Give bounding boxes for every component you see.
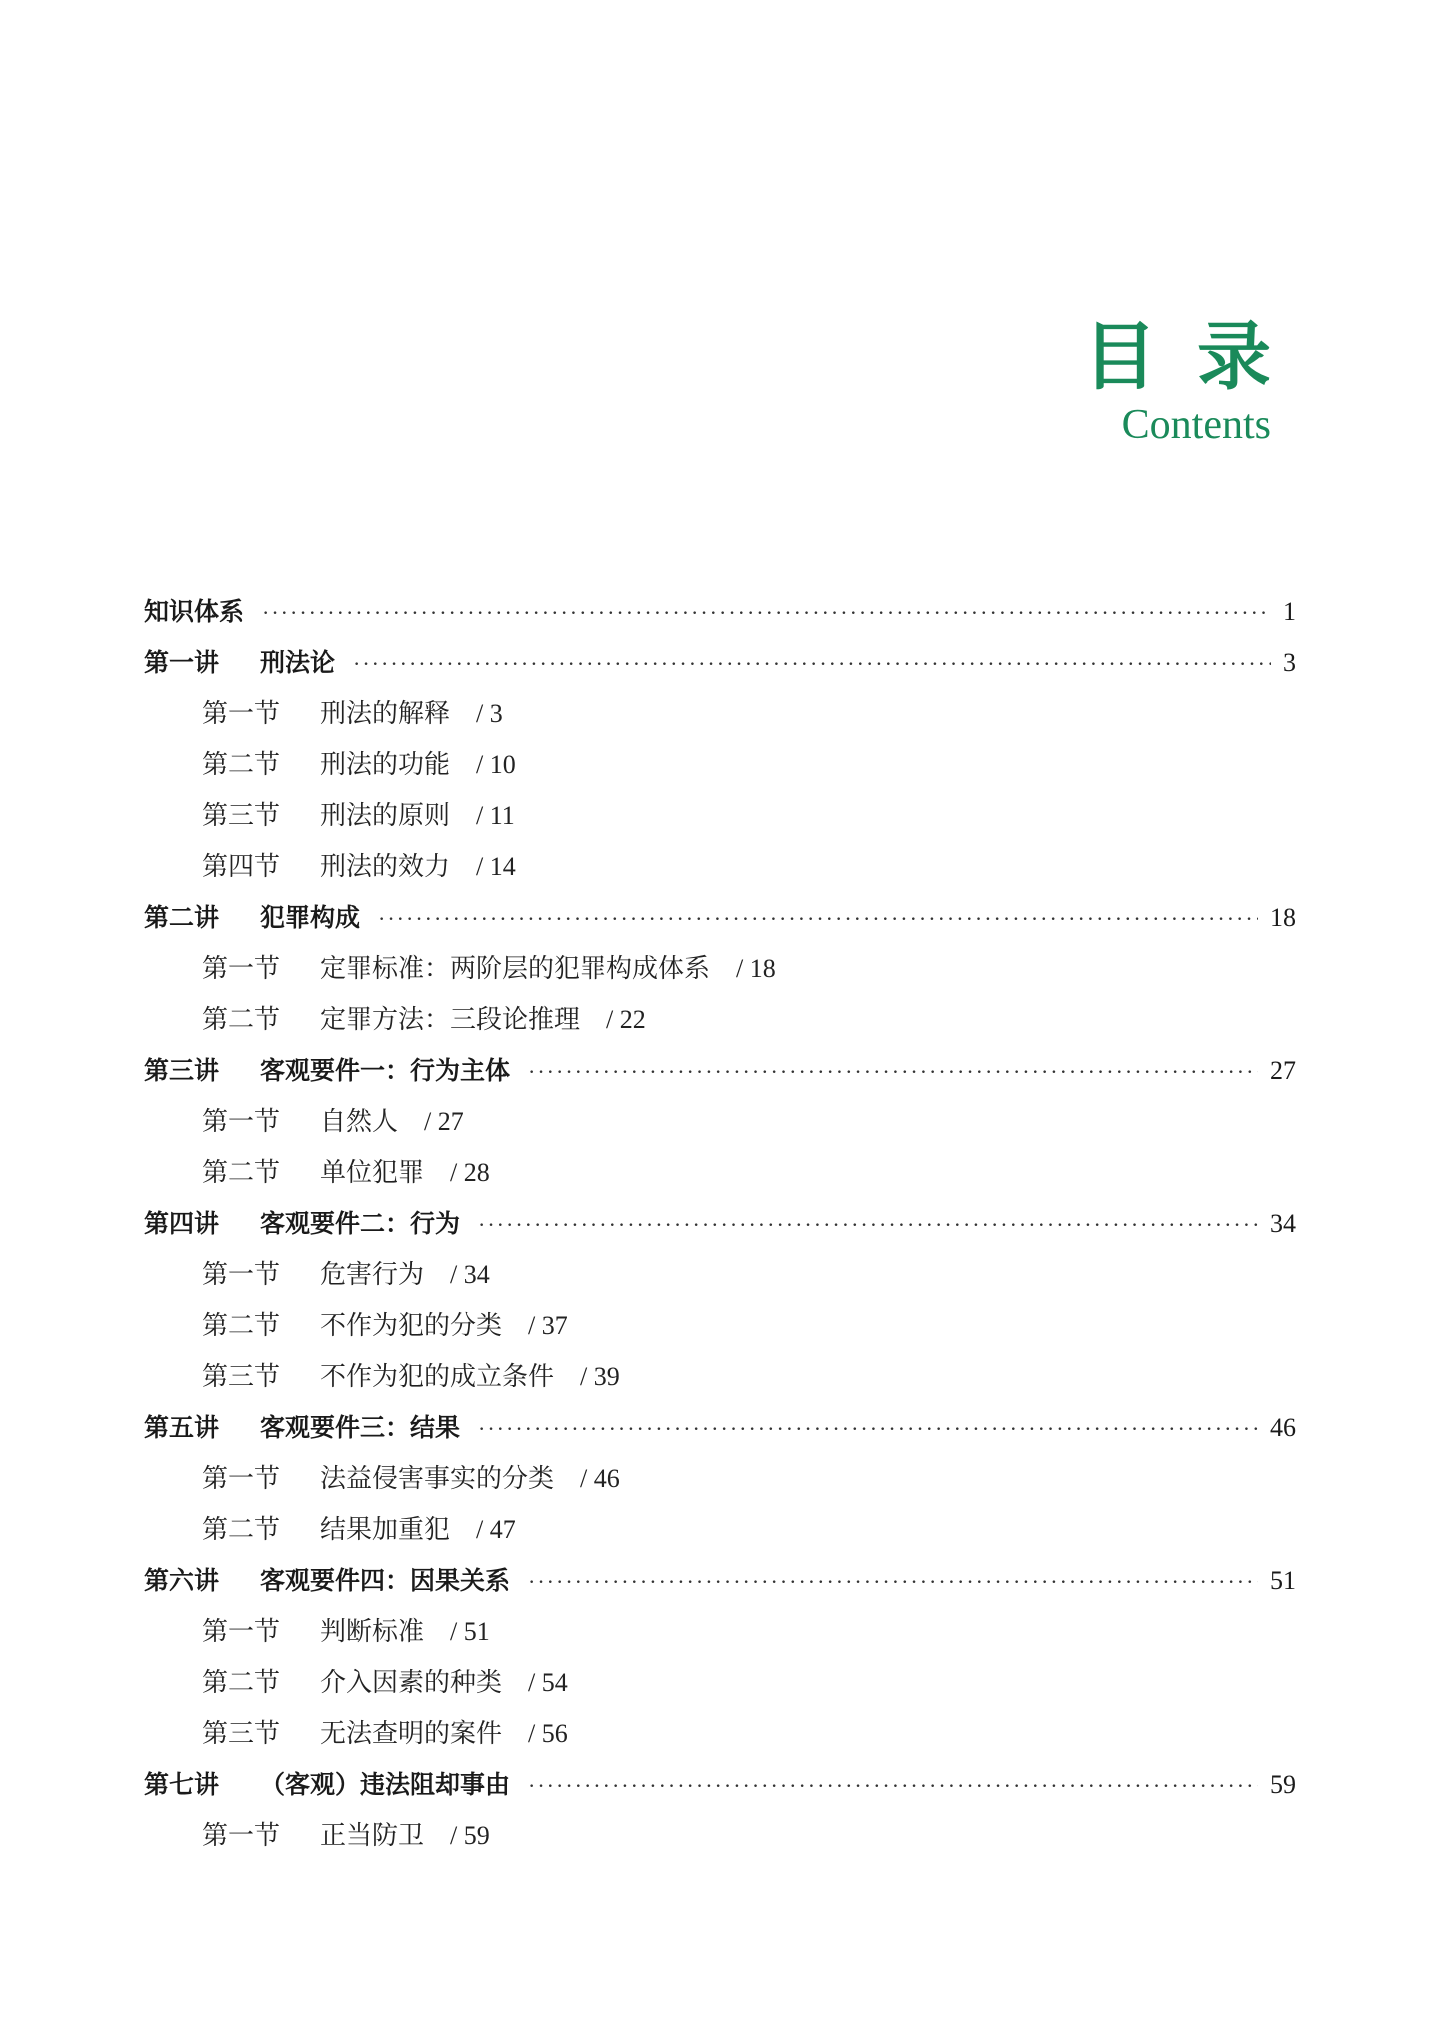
chapter-title: 客观要件三：结果	[260, 1413, 461, 1442]
section-title: 危害行为	[320, 1260, 425, 1290]
toc-section-row[interactable]	[144, 1147, 1296, 1198]
toc-chapter-row[interactable]	[144, 1045, 1296, 1096]
toc-chapter-row[interactable]	[144, 892, 1296, 943]
toc-section-row[interactable]	[144, 1096, 1296, 1147]
chapter-page-number: 18	[1270, 903, 1296, 932]
section-title: 法益侵害事实的分类	[320, 1464, 555, 1494]
dot-leader	[528, 1556, 1258, 1607]
toc-section-row[interactable]	[144, 1504, 1296, 1555]
section-page-number: / 59	[450, 1821, 490, 1850]
section-number: 第二节	[202, 1515, 281, 1545]
chapter-page-number: 59	[1270, 1770, 1296, 1799]
toc-section-row[interactable]	[144, 1300, 1296, 1351]
section-title: 刑法的解释	[320, 699, 451, 729]
toc-section-row[interactable]	[144, 1708, 1296, 1759]
section-page-number: / 47	[476, 1515, 516, 1544]
section-page-number: / 3	[476, 699, 503, 728]
section-title: 判断标准	[320, 1617, 425, 1647]
section-title: 正当防卫	[320, 1821, 425, 1851]
section-title: 单位犯罪	[320, 1158, 425, 1188]
chapter-page-number: 27	[1270, 1056, 1296, 1085]
section-page-number: / 46	[580, 1464, 620, 1493]
section-number: 第二节	[202, 1158, 281, 1188]
chapter-title: 客观要件二：行为	[260, 1209, 461, 1238]
section-page-number: / 18	[736, 954, 776, 983]
dot-leader	[353, 638, 1271, 689]
section-number: 第一节	[202, 1260, 281, 1290]
chapter-number: 第七讲	[144, 1770, 220, 1799]
section-page-number: / 37	[528, 1311, 568, 1340]
section-number: 第一节	[202, 1617, 281, 1647]
toc-section-row[interactable]	[144, 1453, 1296, 1504]
chapter-title: （客观）违法阻却事由	[260, 1770, 511, 1799]
dot-leader	[478, 1403, 1258, 1454]
toc-section-row[interactable]	[144, 688, 1296, 739]
chapter-number: 第五讲	[144, 1413, 220, 1442]
chapter-title: 客观要件四：因果关系	[260, 1566, 511, 1595]
section-number: 第三节	[202, 1362, 281, 1392]
chapter-page-number: 34	[1270, 1209, 1296, 1238]
chapter-page-number: 3	[1283, 648, 1296, 677]
chapter-number: 第三讲	[144, 1056, 220, 1085]
section-title: 不作为犯的分类	[320, 1311, 503, 1341]
toc-section-row[interactable]	[144, 1810, 1296, 1861]
section-number: 第二节	[202, 1005, 281, 1035]
section-number: 第一节	[202, 1464, 281, 1494]
toc-chapter-row[interactable]	[144, 1555, 1296, 1606]
chapter-number: 第六讲	[144, 1566, 220, 1595]
toc-section-row[interactable]	[144, 1249, 1296, 1300]
section-page-number: / 10	[476, 750, 516, 779]
chapter-number: 第四讲	[144, 1209, 220, 1238]
section-title: 刑法的效力	[320, 852, 451, 882]
section-page-number: / 56	[528, 1719, 568, 1748]
section-number: 第三节	[202, 801, 281, 831]
chapter-page-number: 51	[1270, 1566, 1296, 1595]
toc-chapter-row[interactable]	[144, 1402, 1296, 1453]
section-number: 第一节	[202, 699, 281, 729]
section-number: 第一节	[202, 1107, 281, 1137]
section-page-number: / 54	[528, 1668, 568, 1697]
section-number: 第三节	[202, 1719, 281, 1749]
section-title: 结果加重犯	[320, 1515, 451, 1545]
toc-chapter-row[interactable]	[144, 1759, 1296, 1810]
chapter-title: 刑法论	[260, 648, 336, 677]
section-number: 第四节	[202, 852, 281, 882]
toc-section-row[interactable]	[144, 1657, 1296, 1708]
section-title: 刑法的功能	[320, 750, 451, 780]
page-title: 目录	[1083, 314, 1311, 400]
section-title: 不作为犯的成立条件	[320, 1362, 555, 1392]
section-title: 刑法的原则	[320, 801, 451, 831]
toc-section-row[interactable]	[144, 1606, 1296, 1657]
section-number: 第二节	[202, 1311, 281, 1341]
section-page-number: / 28	[450, 1158, 490, 1187]
section-number: 第二节	[202, 1668, 281, 1698]
dot-leader	[528, 1760, 1258, 1811]
section-number: 第一节	[202, 954, 281, 984]
toc-header	[1083, 314, 1311, 448]
toc-section-row[interactable]	[144, 1351, 1296, 1402]
section-page-number: / 39	[580, 1362, 620, 1391]
toc-chapter-row[interactable]	[144, 1198, 1296, 1249]
section-page-number: / 22	[606, 1005, 646, 1034]
toc-section-row[interactable]	[144, 790, 1296, 841]
section-page-number: / 14	[476, 852, 516, 881]
section-page-number: / 34	[450, 1260, 490, 1289]
chapter-number: 知识体系	[144, 597, 245, 626]
section-number: 第二节	[202, 750, 281, 780]
table-of-contents	[144, 586, 1296, 1861]
section-page-number: / 27	[424, 1107, 464, 1136]
dot-leader	[262, 587, 1271, 638]
toc-chapter-row[interactable]	[144, 586, 1296, 637]
dot-leader	[528, 1046, 1258, 1097]
toc-section-row[interactable]	[144, 739, 1296, 790]
dot-leader	[378, 893, 1258, 944]
chapter-number: 第二讲	[144, 903, 220, 932]
section-title: 介入因素的种类	[320, 1668, 503, 1698]
dot-leader	[478, 1199, 1258, 1250]
section-title: 无法查明的案件	[320, 1719, 503, 1749]
section-number: 第一节	[202, 1821, 281, 1851]
toc-section-row[interactable]	[144, 841, 1296, 892]
chapter-page-number: 46	[1270, 1413, 1296, 1442]
section-title: 定罪标准：两阶层的犯罪构成体系	[320, 954, 711, 984]
chapter-title: 犯罪构成	[260, 903, 361, 932]
section-title: 定罪方法：三段论推理	[320, 1005, 581, 1035]
section-page-number: / 51	[450, 1617, 490, 1646]
toc-section-row[interactable]	[144, 943, 1296, 994]
toc-chapter-row[interactable]	[144, 637, 1296, 688]
section-page-number: / 11	[476, 801, 515, 830]
page-subtitle: Contents	[1121, 402, 1271, 448]
chapter-title: 客观要件一：行为主体	[260, 1056, 511, 1085]
toc-section-row[interactable]	[144, 994, 1296, 1045]
chapter-page-number: 1	[1283, 597, 1296, 626]
chapter-number: 第一讲	[144, 648, 220, 677]
section-title: 自然人	[320, 1107, 399, 1137]
